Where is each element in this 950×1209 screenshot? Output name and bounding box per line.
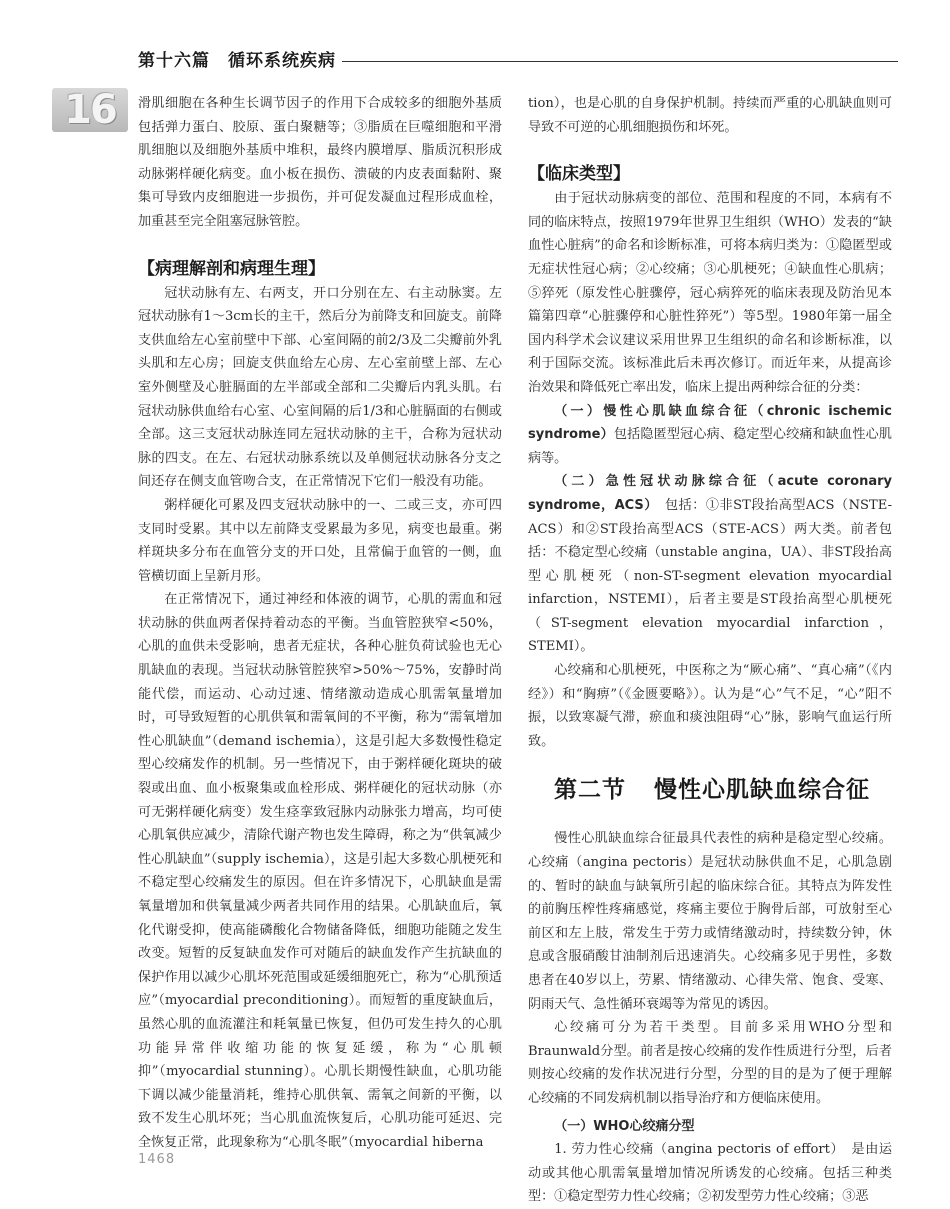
section-number: 第二节: [554, 776, 626, 804]
body-paragraph: 由于冠状动脉病变的部位、范围和程度的不同，本病有不同的临床特点，按照1979年世界卫生组织（WHO）发表的“缺血性心脏病”的命名和诊断标准，可将本病归类为：①隐匿型或无症状性冠心病；②心绞痛；③心肌梗死；④缺血性心肌病；⑤猝死（原发性心脏骤停，冠心病猝死的临床表现及防治见本篇第四章“心脏骤停和心脏性猝死”）等5型。1980年第一届全国内科学术会议建议采用世界卫生组织的命名和诊断标准，以利于国际交流。该标准此后未再次修订。而近年来，从提高诊治效果和降低死亡率出发，临床上提出两种综合征的分类：: [528, 191, 892, 395]
section-heading-clinical-types: 【临床类型】: [528, 164, 630, 185]
chapter-badge: [52, 88, 128, 132]
subsection-title-acute: （二）急性冠状动脉综合征（acute coronary syndrome，ACS）: [528, 474, 892, 513]
subsection-text: 包括隐匿型冠心病、稳定型心绞痛和缺血性心肌病等。: [528, 427, 893, 466]
body-paragraph: 心绞痛和心肌梗死，中医称之为“厥心痛”、“真心痛”（《内经》）和“胸痹”（《金匮要略》）。认为是“心”气不足，“心”阳不振，以致寒凝气滞，瘀血和痰浊阻碍“心”脉，影响气血运行所致。: [528, 663, 892, 749]
section-title-text: 慢性心肌缺血综合征: [654, 776, 870, 804]
body-paragraph: 粥样硬化可累及四支冠状动脉中的一、二或三支，亦可四支同时受累。其中以左前降支受累最为多见，病变也最重。粥样斑块多分布在血管分支的开口处，且常偏于血管的一侧，血管横切面上呈新月形。: [138, 497, 502, 584]
item-text: 是由运动或其他心肌需氧量增加情况所诱发的心绞痛。包括三种类型：①稳定型劳力性心绞痛；②初发型劳力性心绞痛；③恶: [528, 1142, 893, 1205]
section-heading-pathology: 【病理解剖和病理生理】: [138, 258, 325, 279]
body-paragraph: 冠状动脉有左、右两支，开口分别在左、右主动脉窦。左冠状动脉有1～3cm长的主干，然后分为前降支和回旋支。前降支供血给左心室前壁中下部、心室间隔的前2/3及二尖瓣前外乳头肌和左心房；回旋支供血给左心房、左心室前壁上部、左心室外侧壁及心脏膈面的左半部或全部和二尖瓣后内乳头肌。右冠状动脉供血给右心室、心室间隔的后1/3和心脏膈面的右侧或全部。这三支冠状动脉连同左冠状动脉的主干，合称为冠状动脉的四支。在左、右冠状动脉系统以及单侧冠状动脉各分支之间还存在侧支血管吻合支，在正常情况下它们一般没有功能。: [138, 285, 502, 490]
body-paragraph: 心绞痛可分为若干类型。目前多采用WHO分型和Braunwald分型。前者是按心绞痛的发作性质进行分型，后者则按心绞痛的发作状况进行分型，分型的目的是为了便于理解心绞痛的不同发病机制以指导治疗和方便临床使用。: [528, 1020, 892, 1106]
right-column: [528, 92, 892, 1209]
page-number: 1468: [138, 1152, 176, 1167]
subsection-text: 包括：①非ST段抬高型ACS（NSTE-ACS）和②ST段抬高型ACS（STE-ACS）两大类。前者包括：不稳定型心绞痛（unstable angina，UA）、非ST段抬高型心肌梗死（non-ST-segment elevation myocardial infarction，NSTEMI），后者主要是ST段抬高型心肌梗死（ST-segment elevation myocardial infarction，STEMI）。: [528, 497, 892, 655]
body-paragraph: 滑肌细胞在各种生长调节因子的作用下合成较多的细胞外基质包括弹力蛋白、胶原、蛋白聚糖等；③脂质在巨噬细胞和平滑肌细胞以及细胞外基质中堆积，最终内膜增厚、脂质沉积形成动脉粥样硬化病变。血小板在损伤、溃破的内皮表面黏附、聚集可导致内皮细胞进一步损伤，并可促发凝血过程形成血栓，加重甚至完全阻塞冠脉管腔。: [138, 96, 502, 229]
section-title: [554, 773, 892, 807]
subsection-paragraph: [528, 400, 892, 471]
body-paragraph: 慢性心肌缺血综合征最具代表性的病种是稳定型心绞痛。心绞痛（angina pectoris）是冠状动脉供血不足，心肌急剧的、暂时的缺血与缺氧所引起的临床综合征。其特点为阵发性的前胸压榨性疼痛感觉，疼痛主要位于胸骨后部，可放射至心前区和左上肢，常发生于劳力或情绪激动时，持续数分钟，休息或含服硝酸甘油制剂后迅速消失。心绞痛多见于男性，多数患者在40岁以上，劳累、情绪激动、心律失常、饱食、受寒、阴雨天气、急性循环衰竭等为常见的诱因。: [528, 831, 892, 1012]
left-column: [138, 92, 502, 1155]
chapter-number: 16: [64, 87, 116, 133]
running-head: [138, 46, 898, 76]
item-title: 1. 劳力性心绞痛（angina pectoris of effort）: [554, 1142, 838, 1158]
body-paragraph: tion），也是心肌的自身保护机制。持续而严重的心肌缺血则可导致不可逆的心肌细胞损伤和坏死。: [528, 96, 892, 135]
subsection-title-chronic: （一）慢性心肌缺血综合征（chronic ischemic syndrome）: [528, 403, 892, 443]
subsection-title-who: （一）WHO心绞痛分型: [554, 1118, 695, 1134]
body-paragraph: 在正常情况下，通过神经和体液的调节，心肌的需血和冠状动脉的供血两者保持着动态的平衡。当血管腔狭窄<50%，心肌的血供未受影响，患者无症状，各种心脏负荷试验也无心肌缺血的表现。当冠状动脉管腔狭窄>50%～75%，安静时尚能代偿，而运动、心动过速、情绪激动造成心肌需氧量增加时，可导致短暂的心肌供氧和需氧间的不平衡，称为“需氧增加性心肌缺血”（demand ischemia），这是引起大多数慢性稳定型心绞痛发作的机制。另一些情况下，由于粥样硬化斑块的破裂或出血、血小板聚集或血栓形成、粥样硬化的冠状动脉（亦可无粥样硬化病变）发生痉挛致冠脉内动脉张力增高，均可使心肌氧供应减少，清除代谢产物也发生障碍，称之为“供氧减少性心肌缺血”（supply ischemia），这是引起大多数心肌梗死和不稳定型心绞痛发生的原因。但在许多情况下，心肌缺血是需氧量增加和供氧量减少两者共同作用的结果。心肌缺血后，氧化代谢受抑，使高能磷酸化合物储备降低，细胞功能随之发生改变。短暂的反复缺血发作可对随后的缺血发作产生抗缺血的保护作用以减少心肌坏死范围或延缓细胞死亡，称为“心肌预适应”（myocardial preconditioning）。而短暂的重度缺血后，虽然心肌的血流灌注和耗氧量已恢复，但仍可发生持久的心肌功能异常伴收缩功能的恢复延缓，称为“心肌顿抑”（myocardial stunning）。心肌长期慢性缺血，心肌功能下调以减少能量消耗，维持心肌供氧、需氧之间新的平衡，以致不发生心肌坏死；当心肌血流恢复后，心肌功能可延迟、完全恢复正常，此现象称为“心肌冬眠”（myocardial hiberna: [138, 592, 502, 1150]
subsection-heading: [528, 1115, 892, 1139]
running-head-title: 第十六篇 循环系统疾病: [138, 46, 342, 71]
body-paragraph: [528, 1138, 892, 1209]
subsection-paragraph: [528, 470, 892, 659]
